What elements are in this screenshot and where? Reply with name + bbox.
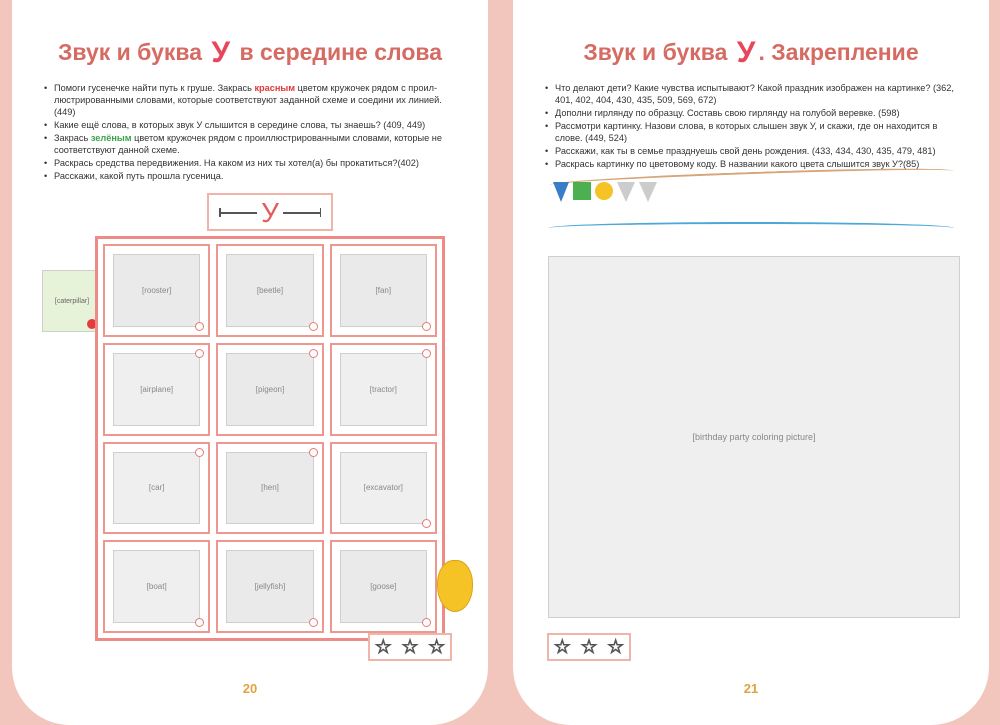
left-title-text: Звук и буква: [57, 39, 203, 65]
pear-image: [437, 560, 473, 612]
picture-grid: [95, 236, 445, 641]
star-icon[interactable]: ☆: [553, 636, 571, 658]
instruction-1-part-b: цветом кружочек рядом с проил-люстрированными словами, которые соответствуют заданной схеме и соедини их линией. (449): [54, 83, 442, 117]
answer-circle[interactable]: [195, 322, 204, 331]
left-page: [12, 0, 488, 725]
instruction-2-text: Дополни гирлянду по образцу. Составь свою гирлянду на голубой веревке. (598): [555, 108, 900, 118]
hen-image: [hen]: [226, 452, 313, 525]
left-title: [12, 36, 488, 70]
answer-circle[interactable]: [422, 519, 431, 528]
grid-cell-beetle: [216, 244, 323, 337]
grid-cell-car: [103, 442, 210, 535]
instruction-1-text: Что делают дети? Какие чувства испытывают? Какой праздник изображен на картинке? (362, 401, 402, 404, 430, 435, 509, 569, 672): [555, 83, 954, 105]
fan-image: [fan]: [340, 254, 427, 327]
star-icon[interactable]: ☆: [428, 636, 446, 658]
scheme-letter: У: [261, 197, 279, 228]
scheme-tick-right: [320, 208, 322, 217]
blue-rope: [549, 222, 954, 234]
instruction-2-text: Какие ещё слова, в которых звук У слышится в середине слова, ты знаешь? (409, 449): [54, 120, 426, 130]
grid-cell-airplane: [103, 343, 210, 436]
garland-flags: [553, 182, 657, 202]
instruction-5-text: Раскрась картинку по цветовому коду. В названии какого цвета слышится звук У?(85): [555, 159, 920, 169]
grid-cell-fan: [330, 244, 437, 337]
answer-circle[interactable]: [195, 349, 204, 358]
pigeon-image: [pigeon]: [226, 353, 313, 426]
grid-cell-goose: [330, 540, 437, 633]
rooster-image: [rooster]: [113, 254, 200, 327]
answer-circle[interactable]: [422, 618, 431, 627]
grid-cell-rooster: [103, 244, 210, 337]
instruction-2: [555, 107, 963, 119]
answer-circle[interactable]: [422, 322, 431, 331]
grid-cell-hen: [216, 442, 323, 535]
instruction-3: [555, 120, 963, 144]
jellyfish-image: [jellyfish]: [226, 550, 313, 623]
instruction-4-text: Расскажи, как ты в семье празднуешь свой день рождения. (433, 434, 430, 435, 479, 481): [555, 146, 936, 156]
instruction-2: [54, 119, 462, 131]
grid-cell-boat: [103, 540, 210, 633]
boat-image: [boat]: [113, 550, 200, 623]
grid-cell-jellyfish: [216, 540, 323, 633]
rating-stars: [547, 633, 631, 661]
instruction-5: [54, 170, 462, 182]
answer-circle[interactable]: [422, 349, 431, 358]
right-title-text: Звук и буква: [583, 39, 728, 65]
instruction-1: [555, 82, 963, 106]
flag-triangle: [553, 182, 569, 202]
page-number-left: 20: [242, 681, 258, 696]
right-page: [513, 0, 989, 725]
star-icon[interactable]: ☆: [401, 636, 419, 658]
flag-square: [573, 182, 591, 200]
right-title-text-after: . Закрепление: [758, 39, 919, 65]
answer-circle[interactable]: [309, 349, 318, 358]
instruction-4-text: Раскрась средства передвижения. На каком из них ты хотел(а) бы прокатиться?(402): [54, 158, 419, 168]
right-title-letter: У: [736, 36, 756, 69]
instruction-3-green-word: зелёным: [90, 133, 132, 143]
instruction-3-part-a: Закрась: [54, 133, 91, 143]
rating-stars: [368, 633, 452, 661]
tractor-image: [tractor]: [340, 353, 427, 426]
birthday-party-image: [birthday party coloring picture]: [548, 256, 960, 618]
instruction-4: [54, 157, 462, 169]
answer-circle[interactable]: [309, 448, 318, 457]
airplane-image: [airplane]: [113, 353, 200, 426]
answer-circle[interactable]: [195, 448, 204, 457]
instruction-3: [54, 132, 462, 156]
star-icon[interactable]: ☆: [607, 636, 625, 658]
flag-circle: [595, 182, 613, 200]
answer-circle[interactable]: [195, 618, 204, 627]
scheme-dash-right: [283, 212, 321, 214]
star-icon[interactable]: ☆: [580, 636, 598, 658]
answer-circle[interactable]: [309, 322, 318, 331]
sound-scheme: [207, 193, 333, 231]
car-image: [car]: [113, 452, 200, 525]
right-title: [513, 36, 989, 70]
answer-circle[interactable]: [309, 618, 318, 627]
instruction-5-text: Расскажи, какой путь прошла гусеница.: [54, 171, 224, 181]
instruction-3-text: Рассмотри картинку. Назови слова, в которых слышен звук У, и скажи, где он находится в слове. (449, 524): [555, 121, 938, 143]
goose-image: [goose]: [340, 550, 427, 623]
instruction-1-part-a: Помоги гусенечке найти путь к груше. Закрась: [54, 83, 255, 93]
grid-cell-excavator: [330, 442, 437, 535]
left-title-letter: У: [211, 36, 231, 69]
caterpillar-image: [caterpillar]: [42, 270, 102, 332]
star-icon[interactable]: ☆: [374, 636, 392, 658]
instruction-1-red-word: красным: [254, 83, 296, 93]
beetle-image: [beetle]: [226, 254, 313, 327]
flag-triangle-blank: [617, 182, 635, 202]
flag-triangle-outline: [639, 182, 657, 202]
instruction-3-part-b: цветом кружочек рядом с проиллюстрированными словами, которые не соответствуют данной схеме.: [54, 133, 442, 155]
page-number-right: 21: [743, 681, 759, 696]
right-instructions: [543, 82, 963, 171]
left-title-text-after: в середине слова: [239, 39, 443, 65]
grid-cell-tractor: [330, 343, 437, 436]
grid-cell-pigeon: [216, 343, 323, 436]
instruction-4: [555, 145, 963, 157]
excavator-image: [excavator]: [340, 452, 427, 525]
left-instructions: [42, 82, 462, 183]
instruction-1: [54, 82, 462, 118]
